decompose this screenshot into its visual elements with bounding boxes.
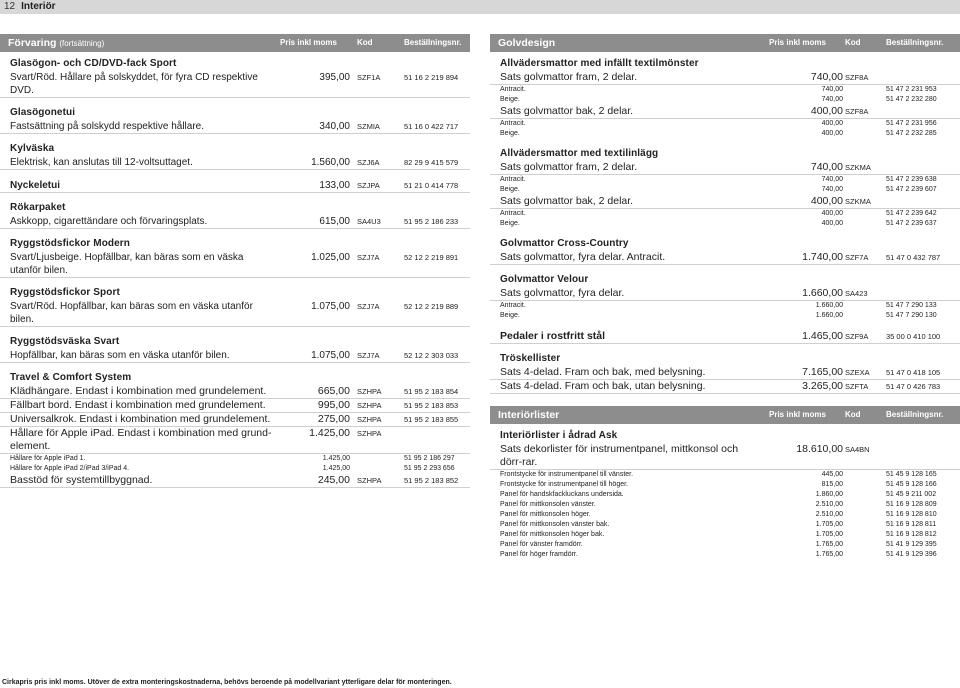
- item-code: SZF8A: [845, 107, 869, 116]
- table-row: [490, 161, 960, 175]
- item-description: Antracit.: [500, 210, 526, 217]
- item-description: Hållare för Apple iPad 1.: [10, 455, 86, 462]
- table-row: [0, 215, 470, 229]
- header-title: Förvaring: [8, 37, 57, 49]
- item-code: SZF1A: [357, 73, 381, 82]
- item-article-number: 51 16 9 128 810: [886, 511, 937, 518]
- item-description: Beige.: [500, 220, 520, 227]
- item-article-number: 51 95 2 186 233: [404, 217, 459, 226]
- table-row: [490, 105, 960, 119]
- item-price: 1.765,00: [815, 541, 843, 548]
- header-title: Interiörlister: [498, 409, 560, 421]
- item-description: Svart/Röd. Hållare på solskyddet, för fyra CD respektive DVD.: [10, 72, 258, 96]
- item-code: SA4U3: [357, 217, 381, 226]
- table-row: [490, 209, 960, 219]
- item-price: 1.660,00: [815, 302, 843, 309]
- page-header: [4, 0, 56, 14]
- item-description: Panel för höger framdörr.: [500, 551, 578, 558]
- item-article-number: 51 21 0 414 778: [404, 181, 459, 190]
- item-code: SZHPA: [357, 401, 382, 410]
- item-description: Klädhängare. Endast i kombination med grundelement.: [10, 385, 267, 397]
- table-row: [490, 287, 960, 301]
- item-description: Beige.: [500, 130, 520, 137]
- col-header-price: Pris inkl moms: [769, 38, 826, 47]
- table-row: [490, 175, 960, 185]
- item-code: SZEXA: [845, 368, 870, 377]
- item-article-number: 51 16 9 128 812: [886, 531, 937, 538]
- product-section: [0, 372, 470, 488]
- table-row: [490, 380, 960, 394]
- table-row: [490, 520, 960, 530]
- item-price: 340,00: [319, 121, 350, 132]
- item-article-number: 52 12 2 219 889: [404, 302, 459, 311]
- table-row: [0, 300, 470, 327]
- item-price: 275,00: [317, 413, 350, 425]
- item-description: Elektrisk, kan anslutas till 12-voltsuttaget.: [10, 157, 193, 168]
- col-header-price: Pris inkl moms: [280, 38, 337, 47]
- product-section: [490, 238, 960, 265]
- section-title: Tröskellister: [500, 353, 561, 364]
- item-price: 445,00: [821, 471, 843, 478]
- product-section: [0, 143, 470, 170]
- section-title: Ryggstödsväska Svart: [10, 336, 120, 347]
- item-code: SZKMA: [845, 197, 871, 206]
- table-row: [490, 251, 960, 265]
- page-top-bar: [0, 0, 960, 14]
- item-article-number: 51 47 2 231 953: [886, 86, 937, 93]
- item-description: Panel för mittkonsolen höger.: [500, 511, 591, 518]
- item-article-number: 51 45 9 128 166: [886, 481, 937, 488]
- item-article-number: 51 16 9 128 809: [886, 501, 937, 508]
- item-price: 7.165,00: [802, 366, 843, 378]
- table-row: [490, 301, 960, 311]
- item-article-number: 51 47 2 239 638: [886, 176, 937, 183]
- table-row: [490, 85, 960, 95]
- item-price: 740,00: [821, 176, 843, 183]
- footer-note: Cirkapris pris inkl moms. Utöver de extra monteringskostnaderna, behövs beroende på modellvariant ytterligare delar för monteringen.: [2, 679, 452, 686]
- section-header-floor: [490, 34, 960, 52]
- item-article-number: 51 95 2 183 855: [404, 415, 459, 424]
- section-header-storage: [0, 34, 470, 52]
- item-code: SZJ7A: [357, 351, 380, 360]
- item-description: Hållare för Apple iPad. Endast i kombination med grund-element.: [10, 427, 272, 452]
- item-price: 665,00: [317, 385, 350, 397]
- item-description: Fastsättning på solskydd respektive hållare.: [10, 121, 204, 132]
- item-article-number: 51 16 2 219 894: [404, 73, 459, 82]
- section-title: Glasögon- och CD/DVD-fack Sport: [10, 58, 177, 69]
- table-row: [490, 540, 960, 550]
- item-code: SZJ7A: [357, 302, 380, 311]
- item-article-number: 51 95 2 183 853: [404, 401, 459, 410]
- item-price: 395,00: [319, 72, 350, 83]
- table-row: [0, 349, 470, 363]
- item-description: Panel för vänster framdörr.: [500, 541, 583, 548]
- item-code: SZJ6A: [357, 158, 380, 167]
- item-price: 740,00: [810, 71, 843, 83]
- item-article-number: 51 95 2 183 852: [404, 476, 459, 485]
- item-description: Sats golvmattor bak, 2 delar.: [500, 105, 634, 117]
- section-title: Rökarpaket: [10, 202, 66, 213]
- item-description: Hopfällbar, kan bäras som en väska utanför bilen.: [10, 350, 230, 361]
- section-title: Travel & Comfort System: [10, 372, 132, 383]
- product-section: [0, 179, 470, 193]
- table-row: [0, 454, 470, 464]
- item-description: Sats golvmattor, fyra delar.: [500, 287, 625, 299]
- item-price: 1.465,00: [802, 330, 843, 342]
- product-section: [490, 58, 960, 139]
- section-header-trim: [490, 406, 960, 424]
- item-article-number: 51 95 2 293 656: [404, 465, 455, 472]
- item-price: 1.075,00: [311, 301, 350, 312]
- product-section: [490, 353, 960, 394]
- table-row: [490, 480, 960, 490]
- item-description: Universalkrok. Endast i kombination med grundelement.: [10, 413, 271, 425]
- item-code: SZHPA: [357, 415, 382, 424]
- item-description: Frontstycke för instrumentpanel till höger.: [500, 481, 629, 488]
- product-section: [490, 274, 960, 321]
- item-price: 1.705,00: [815, 521, 843, 528]
- table-row: [0, 251, 470, 278]
- item-description: Beige.: [500, 312, 520, 319]
- item-article-number: 52 12 2 303 033: [404, 351, 459, 360]
- product-section: [490, 148, 960, 229]
- item-code: SZHPA: [357, 429, 382, 438]
- item-description: Panel för handskfackluckans undersida.: [500, 491, 624, 498]
- table-row: [490, 330, 960, 344]
- item-article-number: 52 12 2 219 891: [404, 253, 459, 262]
- right-column: [490, 34, 960, 560]
- table-row: [0, 474, 470, 488]
- table-row: [490, 185, 960, 195]
- item-price: 18.610,00: [796, 443, 843, 455]
- item-article-number: 51 47 0 426 783: [886, 382, 941, 391]
- item-description: Panel för mittkonsolen höger bak.: [500, 531, 605, 538]
- item-article-number: 51 16 0 422 717: [404, 122, 459, 131]
- item-price: 1.660,00: [815, 312, 843, 319]
- col-header-article: Beställningsnr.: [886, 410, 944, 419]
- table-row: [490, 510, 960, 520]
- item-description: Sats 4-delad. Fram och bak, med belysning.: [500, 366, 706, 378]
- item-code: SA423: [845, 289, 868, 298]
- table-row: [0, 156, 470, 170]
- item-code: SZF8A: [845, 73, 869, 82]
- table-row: [0, 385, 470, 399]
- item-article-number: 51 47 2 239 637: [886, 220, 937, 227]
- table-row: [490, 470, 960, 480]
- table-row: [0, 464, 470, 474]
- product-section: [0, 202, 470, 229]
- item-code: SZKMA: [845, 163, 871, 172]
- item-price: 400,00: [821, 130, 843, 137]
- table-row: [490, 129, 960, 139]
- section-title: Glasögonetui: [10, 107, 76, 118]
- table-row: [0, 120, 470, 134]
- item-description: Sats dekorlister för instrumentpanel, mittkonsol och dörr-rar.: [500, 443, 739, 468]
- table-row: [490, 443, 960, 470]
- item-article-number: 35 00 0 410 100: [886, 332, 941, 341]
- section-title: Interiörlister i ådrad Ask: [500, 430, 618, 441]
- item-price: 1.075,00: [311, 350, 350, 361]
- section-title: Golvmattor Velour: [500, 274, 589, 285]
- col-header-code: Kod: [845, 410, 861, 419]
- item-code: SZF7A: [845, 253, 869, 262]
- table-row: [490, 219, 960, 229]
- item-description: Askkopp, cigarettändare och förvaringsplats.: [10, 216, 208, 227]
- item-article-number: 51 47 2 239 607: [886, 186, 937, 193]
- table-row: [490, 490, 960, 500]
- item-price: 1.860,00: [815, 491, 843, 498]
- item-price: 740,00: [810, 161, 843, 173]
- item-article-number: 51 47 0 418 105: [886, 368, 941, 377]
- item-description: Pedaler i rostfritt stål: [500, 330, 606, 342]
- item-price: 615,00: [319, 216, 350, 227]
- table-row: [490, 311, 960, 321]
- section-title: Ryggstödsfickor Modern: [10, 238, 130, 249]
- item-description: Basstöd för systemtillbyggnad.: [10, 474, 153, 486]
- col-header-article: Beställningsnr.: [886, 38, 944, 47]
- item-article-number: 51 47 2 232 285: [886, 130, 937, 137]
- table-row: [0, 71, 470, 98]
- item-description: Sats golvmattor, fyra delar. Antracit.: [500, 251, 666, 263]
- item-price: 400,00: [810, 105, 843, 117]
- item-description: Sats 4-delad. Fram och bak, utan belysning.: [500, 380, 706, 392]
- item-description: Beige.: [500, 186, 520, 193]
- table-row: [490, 95, 960, 105]
- item-article-number: 51 45 9 211 002: [886, 491, 937, 498]
- table-row: [490, 550, 960, 560]
- item-price: 740,00: [821, 86, 843, 93]
- item-price: 740,00: [821, 186, 843, 193]
- col-header-price: Pris inkl moms: [769, 410, 826, 419]
- item-description: Fällbart bord. Endast i kombination med grundelement.: [10, 399, 266, 411]
- table-row: [0, 179, 470, 193]
- item-price: 1.425,00: [322, 455, 350, 462]
- item-price: 133,00: [319, 180, 350, 191]
- table-row: [490, 119, 960, 129]
- table-row: [0, 413, 470, 427]
- page-title: Interiör: [21, 1, 56, 12]
- item-code: SZF9A: [845, 332, 869, 341]
- item-code: SZFTA: [845, 382, 869, 391]
- item-price: 400,00: [821, 220, 843, 227]
- product-section: [0, 238, 470, 278]
- section-title: Golvmattor Cross-Country: [500, 238, 629, 249]
- table-row: [490, 195, 960, 209]
- item-price: 3.265,00: [802, 380, 843, 392]
- section-title: Allvädersmattor med infällt textilmönster: [500, 58, 699, 69]
- header-subtitle: (fortsättning): [59, 39, 105, 48]
- page-number: 12: [4, 1, 16, 12]
- item-price: 400,00: [810, 195, 843, 207]
- item-description: Antracit.: [500, 302, 526, 309]
- item-description: Sats golvmattor fram, 2 delar.: [500, 161, 638, 173]
- item-price: 400,00: [821, 120, 843, 127]
- item-description: Panel för mittkonsolen vänster.: [500, 501, 596, 508]
- item-price: 1.025,00: [311, 252, 350, 263]
- item-code: SA4BN: [845, 445, 870, 454]
- item-price: 740,00: [821, 96, 843, 103]
- item-code: SZMIA: [357, 122, 380, 131]
- item-code: SZHPA: [357, 387, 382, 396]
- item-price: 1.740,00: [802, 251, 843, 263]
- item-description: Panel för mittkonsolen vänster bak.: [500, 521, 610, 528]
- item-description: Sats golvmattor fram, 2 delar.: [500, 71, 638, 83]
- item-price: 2.510,00: [815, 501, 843, 508]
- item-article-number: 82 29 9 415 579: [404, 158, 459, 167]
- item-description: Nyckeletui: [10, 180, 61, 191]
- item-article-number: 51 47 2 231 956: [886, 120, 937, 127]
- item-article-number: 51 47 7 290 133: [886, 302, 937, 309]
- item-article-number: 51 95 2 183 854: [404, 387, 459, 396]
- item-article-number: 51 41 9 129 396: [886, 551, 937, 558]
- item-price: 995,00: [317, 399, 350, 411]
- col-header-code: Kod: [357, 38, 373, 47]
- item-description: Frontstycke för instrumentpanel till vänster.: [500, 471, 634, 478]
- section-title: Ryggstödsfickor Sport: [10, 287, 120, 298]
- item-description: Beige.: [500, 96, 520, 103]
- item-code: SZJPA: [357, 181, 380, 190]
- item-description: Sats golvmattor bak, 2 delar.: [500, 195, 634, 207]
- product-section: [0, 58, 470, 98]
- item-price: 245,00: [317, 474, 350, 486]
- product-section: [490, 430, 960, 560]
- section-title: Allvädersmattor med textilinlägg: [500, 148, 659, 159]
- left-sections: [0, 58, 470, 488]
- item-description: Svart/Röd. Hopfällbar, kan bäras som en väska utanför bilen.: [10, 301, 253, 325]
- right-sections-trim: [490, 430, 960, 560]
- product-section: [0, 107, 470, 134]
- item-article-number: 51 47 0 432 787: [886, 253, 941, 262]
- col-header-code: Kod: [845, 38, 861, 47]
- item-article-number: 51 47 7 290 130: [886, 312, 937, 319]
- item-article-number: 51 47 2 232 280: [886, 96, 937, 103]
- item-description: Antracit.: [500, 120, 526, 127]
- item-price: 1.705,00: [815, 531, 843, 538]
- item-article-number: 51 45 9 128 165: [886, 471, 937, 478]
- item-code: SZHPA: [357, 476, 382, 485]
- item-description: Hållare för Apple iPad 2/iPad 3/iPad 4.: [10, 465, 130, 472]
- table-row: [490, 500, 960, 510]
- item-code: SZJ7A: [357, 253, 380, 262]
- item-price: 400,00: [821, 210, 843, 217]
- left-column: [0, 34, 470, 488]
- right-sections: [490, 58, 960, 394]
- col-header-article: Beställningsnr.: [404, 38, 462, 47]
- table-row: [0, 399, 470, 413]
- item-article-number: 51 16 9 128 811: [886, 521, 937, 528]
- item-price: 1.660,00: [802, 287, 843, 299]
- item-price: 1.765,00: [815, 551, 843, 558]
- item-price: 2.510,00: [815, 511, 843, 518]
- item-description: Antracit.: [500, 176, 526, 183]
- item-price: 815,00: [821, 481, 843, 488]
- table-row: [490, 71, 960, 85]
- item-description: Antracit.: [500, 86, 526, 93]
- item-price: 1.425,00: [322, 465, 350, 472]
- product-section: [0, 336, 470, 363]
- item-article-number: 51 47 2 239 642: [886, 210, 937, 217]
- table-row: [490, 366, 960, 380]
- product-section: [490, 330, 960, 344]
- item-price: 1.425,00: [309, 427, 350, 439]
- section-title: Kylväska: [10, 143, 55, 154]
- table-row: [0, 427, 470, 454]
- item-article-number: 51 41 9 129 395: [886, 541, 937, 548]
- item-price: 1.560,00: [311, 157, 350, 168]
- item-description: Svart/Ljusbeige. Hopfällbar, kan bäras som en väska utanför bilen.: [10, 252, 244, 276]
- product-section: [0, 287, 470, 327]
- item-article-number: 51 95 2 186 297: [404, 455, 455, 462]
- table-row: [490, 530, 960, 540]
- header-title: Golvdesign: [498, 37, 556, 49]
